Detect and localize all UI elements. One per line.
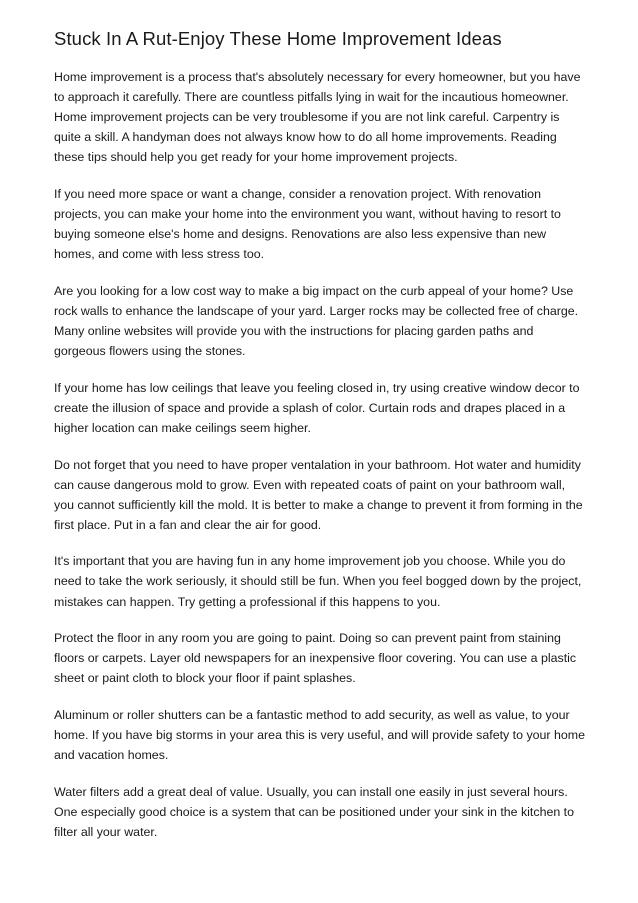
paragraph-renovation: If you need more space or want a change, consider a renovation project. With renovation projects, you can make your home into the environment you want, without having to resort to buying someone else's home and designs. Renovations are also less expensive than new homes, and come with less stress too. xyxy=(54,186,561,262)
paragraph-curb-appeal: Are you looking for a low cost way to make a big impact on the curb appeal of your home? Use rock walls to enhance the landscape of your yard. Larger rocks may be collected free of charge. Many online websites will provide you with the instructions for placing garden paths and gorgeous flowers using the stones. xyxy=(54,283,579,359)
paragraph-water-filters: Water filters add a great deal of value. Usually, you can install one easily in just several hours. One especially good choice is a system that can be positioned under your sink in the kitchen to filter all your water. xyxy=(54,784,575,839)
paragraph-protect-floor: Protect the floor in any room you are going to paint. Doing so can prevent paint from staining floors or carpets. Layer old newspapers for an inexpensive floor covering. You can use a plastic sheet or paint cloth to block your floor if paint splashes. xyxy=(54,631,577,686)
paragraph-intro: Home improvement is a process that's absolutely necessary for every homeowner, but you have to approach it carefully. There are countless pitfalls lying in wait for the incautious homeowner. Home improvement projects can be very troublesome if you are not link careful. Carpentry is quite a skill. A handyman does not always know how to do all home improvements. Reading these tips should help you get ready for your home improvement projects. xyxy=(54,70,581,165)
paragraph-low-ceilings: If your home has low ceilings that leave you feeling closed in, try using creative window decor to create the illusion of space and provide a splash of color. Curtain rods and drapes placed in a higher location can make ceilings seem higher. xyxy=(54,380,580,435)
paragraph-bathroom-ventilation: Do not forget that you need to have proper ventalation in your bathroom. Hot water and humidity can cause dangerous mold to grow. Even with repeated coats of paint on your bathroom wall, you cannot sufficiently kill the mold. It is better to make a change to prevent it from forming in the first place. Put in a fan and clear the air for good. xyxy=(54,457,583,532)
paragraph-shutters: Aluminum or roller shutters can be a fantastic method to add security, as well as value, to your home. If you have big storms in your area this is very useful, and will provide safety to your home and vacation homes. xyxy=(54,707,585,763)
document-title: Stuck In A Rut-Enjoy These Home Improvement Ideas xyxy=(54,28,502,49)
paragraph-have-fun: It's important that you are having fun in any home improvement job you choose. While you do need to take the work seriously, it should still be fun. When you feel bogged down by the project, mistakes can happen. Try getting a professional if this happens to you. xyxy=(54,554,582,609)
